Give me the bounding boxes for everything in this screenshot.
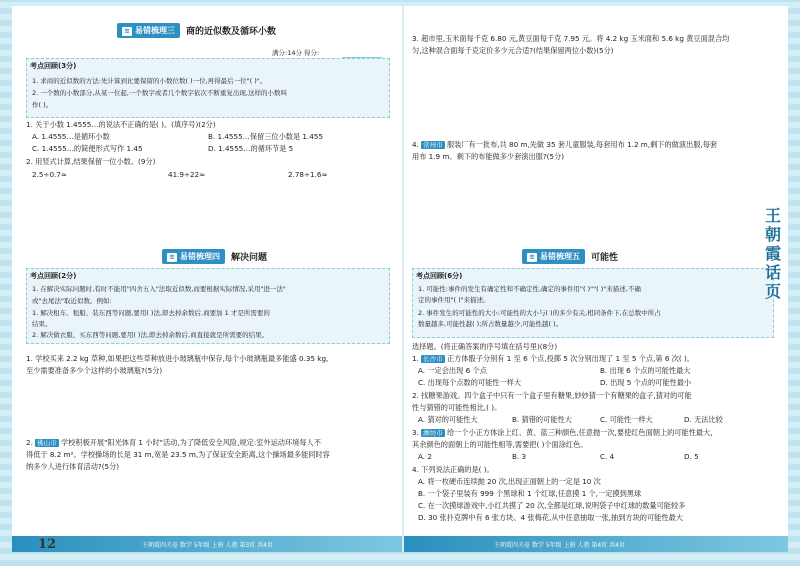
option-c: C. 出现每个点数的可能性一样大 xyxy=(418,378,522,387)
option-a: A. 猜对的可能性大 xyxy=(418,415,478,424)
choice-heading: 选择题。(将正确答案的序号填在括号里)(8分) xyxy=(412,342,558,351)
section3-badge: ≋ 易错梳理三 xyxy=(117,23,180,38)
option-d: D. 出现 5 个点的可能性最小 xyxy=(600,378,692,387)
book-icon: ≋ xyxy=(527,253,537,262)
calc-item: 2.78÷1.6≈ xyxy=(288,170,328,179)
option-a: A. 1.4555…是循环小数 xyxy=(32,132,110,141)
review-line: 1. 可能性:事件的发生有确定性和不确定性,确定的事件用"( )""( )"来描述,不确 xyxy=(418,285,641,293)
choice-3-cont: 其余颜色的面朝上的可能性相等,需要把( )个面涂红色。 xyxy=(412,440,588,449)
option-d: D. 30 张扑克牌中有 6 张方块、4 张梅花,从中任意抽取一张,抽到方块的可能性最大 xyxy=(418,513,683,522)
choice-3: 3. 潍坊市 给一个小正方体涂上红、黄、蓝三种颜色,任意抛一次,要使红色面朝上的可能性最大, xyxy=(412,428,713,437)
page-number: 12 xyxy=(38,537,57,552)
option-c: C. 在一次摸球游戏中,小红共摸了 20 次,全都是红球,说明袋子中红球的数量可能较多 xyxy=(418,501,686,510)
section5-review-head: 考点回顾(6分) xyxy=(416,272,463,280)
calc-item: 41.9÷22≈ xyxy=(168,170,206,179)
option-a: A. 一定会出现 6 个点 xyxy=(418,366,487,375)
brand-logo: 王朝霞话页 xyxy=(764,206,781,301)
question-1-cont: 至少需要准备多少个这样的小玻璃瓶?(5分) xyxy=(26,366,163,375)
option-c: C. 1.4555…的简便形式写作 1.45 xyxy=(32,144,143,153)
section5-title: 可能性 xyxy=(591,252,619,263)
left-page xyxy=(12,6,402,552)
question-2: 2. 用竖式计算,结果保留一位小数。(9分) xyxy=(26,157,156,166)
option-d: D. 无法比较 xyxy=(684,415,723,424)
option-d: D. 5 xyxy=(684,452,699,461)
section3-title: 商的近似数及循环小数 xyxy=(186,26,277,37)
question-4-cont: 用布 1.9 m。剩下的布能做多少套演出服?(5分) xyxy=(412,152,564,161)
section5-badge: ≋ 易错梳理五 xyxy=(522,249,585,264)
question-3-cont: 匀,这种混合面每千克定价多少元合适?(结果保留两位小数)(5分) xyxy=(412,46,614,55)
city-tag: 长沙市 xyxy=(423,355,443,363)
section3-score: 满分:14分 得分: xyxy=(272,49,320,57)
option-b: B. 1.4555…保留三位小数是 1.455 xyxy=(208,132,324,141)
review-line: 2. 一个数的小数部分,从某一位起,一个数字或者几个数字依次不断重复出现,这样的小数叫 xyxy=(32,89,287,97)
section3-banner xyxy=(117,22,276,38)
question-2-cont: 得低于 8.2 m²。学校操场的长是 31 m,宽是 23.5 m,为了保证安全距离,这个操场最多能同时容 xyxy=(26,450,330,459)
section5-banner xyxy=(522,248,618,264)
choice-2: 2. 找糖果游戏。四个盒子中只有一个盒子里有糖果,妙妙猜一个有糖果的盒子,猜对的可能 xyxy=(412,391,692,400)
city-tag: 佛山市 xyxy=(37,439,57,447)
option-a: A. 2 xyxy=(418,452,432,461)
review-line: 1. 解决租车、租船、装东西等问题,要用( )法,即去掉余数后,商要加 1 才是所需要的 xyxy=(32,309,270,317)
question-2: 2. 佛山市 学校积极开展"阳光体育 1 小时"活动,为了降低安全风险,规定:室外运动环境每人不 xyxy=(26,438,321,447)
review-line: 1. 求商的近似数的方法:先计算到比要保留的小数位数( )一位,再得最后一位"( )"。 xyxy=(32,77,267,85)
choice-2-cont: 性与猜错的可能性相比,( )。 xyxy=(412,403,502,412)
footer-text: 王朝霞四关卷 数学 5年级 上册 人教 第4页 共4页 xyxy=(494,542,625,549)
option-a: A. 将一枚硬币连续抛 20 次,出现正面朝上的一定是 10 次 xyxy=(418,477,601,486)
option-d: D. 1.4555…的循环节是 5 xyxy=(208,144,294,153)
question-1: 1. 学校买来 2.2 kg 草种,如果把这些草种放进小玻璃瓶中保存,每个小玻璃瓶最多能盛 0.35 kg, xyxy=(26,354,329,363)
book-icon: ≋ xyxy=(122,27,132,36)
section4-banner xyxy=(162,248,267,264)
choice-4: 4. 下列说法正确的是( )。 xyxy=(412,465,494,474)
city-tag: 潍坊市 xyxy=(423,429,443,437)
footer-bar xyxy=(12,536,402,552)
option-b: B. 出现 6 个点的可能性最大 xyxy=(600,366,691,375)
section4-title: 解决问题 xyxy=(231,252,268,263)
section3-review-head: 考点回顾(3分) xyxy=(30,62,77,70)
calc-item: 2.5÷0.7≈ xyxy=(32,170,67,179)
section4-badge: ≋ 易错梳理四 xyxy=(162,249,225,264)
review-line: 作( )。 xyxy=(32,101,53,109)
question-4: 4. 常州市 服装厂有一批布,共 80 m,先做 35 套儿童服装,每套用布 1.2 m,剩下的做演出服,每套 xyxy=(412,140,718,149)
option-b: B. 猜错的可能性大 xyxy=(512,415,572,424)
city-tag: 常州市 xyxy=(423,141,443,149)
review-line: 2. 解决做衣服、买东西等问题,要用( )法,即去掉余数后,商直接就是所需要的结果。 xyxy=(32,331,269,339)
choice-1: 1. 长沙市 正方体骰子分别有 1 至 6 个点,投掷 5 次分别出现了 1 至 5 个点,第 6 次( )。 xyxy=(412,354,694,363)
book-icon: ≋ xyxy=(167,253,177,262)
question-1: 1. 关于小数 1.4555…的说法不正确的是( )。(填序号)(2分) xyxy=(26,120,216,129)
question-3: 3. 超市里,玉米面每千克 6.80 元,黄豆面每千克 7.95 元。将 4.2 kg 玉米面和 5.6 kg 黄豆面混合均 xyxy=(412,34,730,43)
right-page xyxy=(404,6,788,552)
review-line: 或"去尾法"取近似数。例如: xyxy=(32,297,112,305)
footer-bar xyxy=(404,536,788,552)
section4-review-head: 考点回顾(2分) xyxy=(30,272,77,280)
footer-text: 王朝霞四关卷 数学 5年级 上册 人教 第3页 共4页 xyxy=(142,542,273,549)
question-2-cont: 纳多少人进行体育活动?(5分) xyxy=(26,462,120,471)
review-line: 定的事件用"( )"来描述。 xyxy=(418,296,490,304)
review-line: 数量越多,可能性越( );所占数量越少,可能性越( )。 xyxy=(418,320,563,328)
option-c: C. 4 xyxy=(600,452,615,461)
review-line: 结果。 xyxy=(32,320,52,328)
review-line: 1. 在解决实际问题时,有时不能用"四舍五入"法取近似数,而要根据实际情况,采用"进一法" xyxy=(32,285,286,293)
review-line: 2. 事件发生的可能性的大小:可能性的大小与( )的多少有关,相同条件下,在总数中所占 xyxy=(418,309,661,317)
option-b: B. 3 xyxy=(512,452,527,461)
option-c: C. 可能性一样大 xyxy=(600,415,653,424)
option-b: B. 一个袋子里装有 999 个黑球和 1 个红球,任意摸 1 个,一定摸到黑球 xyxy=(418,489,642,498)
